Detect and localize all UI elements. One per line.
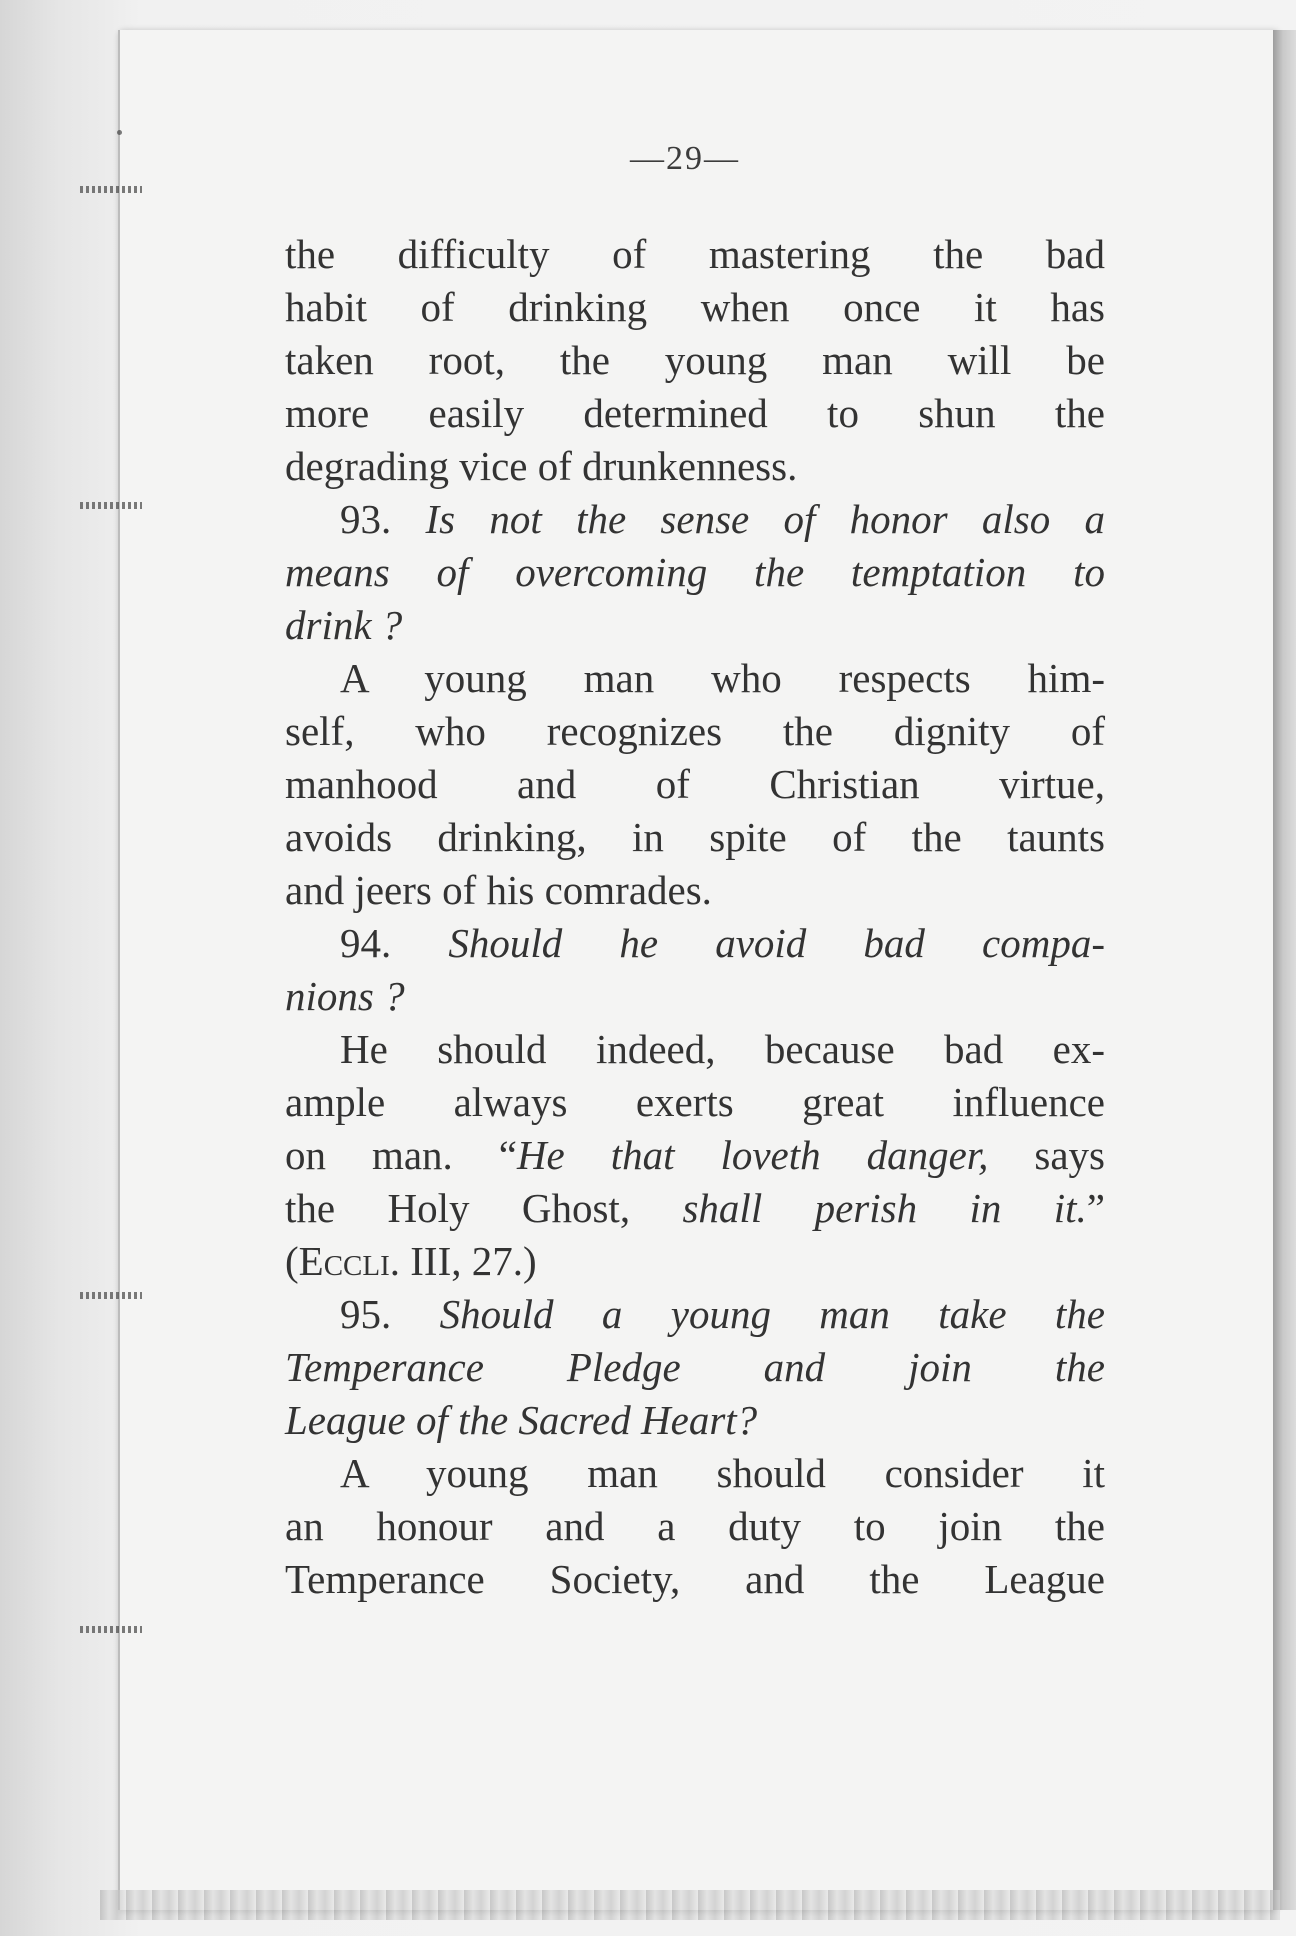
question-first-line bbox=[285, 917, 1105, 970]
question-first-line bbox=[285, 1288, 1105, 1341]
binding-mark bbox=[80, 1292, 142, 1299]
text-line: taken root, the young man will be bbox=[285, 337, 1105, 383]
question-text: Is not the sense of honor also a bbox=[425, 496, 1106, 542]
question-text: Should he avoid bad compa- bbox=[448, 920, 1106, 966]
scripture-quote: He that loveth danger, bbox=[516, 1132, 989, 1178]
answer-text-with-quote bbox=[285, 1129, 1105, 1182]
binding-mark-dot bbox=[117, 130, 122, 135]
binding-mark bbox=[80, 186, 142, 193]
citation-book: Eccli. bbox=[298, 1238, 401, 1284]
question-text: Temperance Pledge and join the bbox=[285, 1344, 1105, 1390]
text-line: more easily determined to shun the bbox=[285, 390, 1105, 436]
answer-text: self, who recognizes the dignity of bbox=[285, 708, 1105, 754]
answer-text: manhood and of Christian virtue, bbox=[285, 761, 1105, 807]
citation-reference: III, 27.) bbox=[400, 1238, 537, 1284]
question-number: 95. bbox=[340, 1291, 392, 1337]
page-number: —29— bbox=[630, 140, 740, 177]
answer-93 bbox=[285, 652, 1105, 917]
question-text: League of the Sacred Heart? bbox=[285, 1397, 758, 1443]
question-number: 93. bbox=[340, 496, 392, 542]
answer-text: A young man who respects him- bbox=[340, 655, 1105, 701]
question-95 bbox=[285, 1288, 1105, 1447]
answer-text-with-quote bbox=[285, 1182, 1105, 1235]
answer-text: A young man should consider it bbox=[340, 1450, 1105, 1496]
text-line: the difficulty of mastering the bad bbox=[285, 231, 1105, 277]
text-line: habit of drinking when once it has bbox=[285, 284, 1105, 330]
answer-94 bbox=[285, 1023, 1105, 1288]
page-text bbox=[285, 228, 1105, 1606]
question-number: 94. bbox=[340, 920, 392, 966]
answer-text: Temperance Society, and the League bbox=[285, 1556, 1105, 1602]
answer-text: He should indeed, because bad ex- bbox=[340, 1026, 1105, 1072]
page-edge-shadow bbox=[1273, 30, 1296, 1910]
citation-paren: ( bbox=[285, 1238, 299, 1284]
binding-mark bbox=[80, 502, 142, 509]
scripture-quote: shall perish in it. bbox=[682, 1185, 1087, 1231]
answer-text: an honour and a duty to join the bbox=[285, 1503, 1105, 1549]
torn-bottom-edge bbox=[100, 1890, 1280, 1920]
paragraph-continuation bbox=[285, 228, 1105, 493]
binding-mark bbox=[80, 1626, 142, 1633]
question-text: drink ? bbox=[285, 602, 403, 648]
answer-text: on man. “ bbox=[285, 1132, 517, 1178]
answer-text: and jeers of his comrades. bbox=[285, 867, 712, 913]
question-93 bbox=[285, 493, 1105, 652]
answer-text: avoids drinking, in spite of the taunts bbox=[285, 814, 1105, 860]
question-text: Should a young man take the bbox=[439, 1291, 1106, 1337]
question-text: means of overcoming the temptation to bbox=[285, 549, 1105, 595]
question-94 bbox=[285, 917, 1105, 1023]
closing-quote: ” bbox=[1086, 1185, 1105, 1231]
text-line: degrading vice of drunkenness. bbox=[285, 443, 798, 489]
question-text: nions ? bbox=[285, 973, 405, 1019]
answer-text: says bbox=[988, 1132, 1105, 1178]
scripture-citation bbox=[285, 1235, 1105, 1288]
answer-text: the Holy Ghost, bbox=[285, 1185, 683, 1231]
answer-95 bbox=[285, 1447, 1105, 1606]
question-first-line bbox=[285, 493, 1105, 546]
answer-text: ample always exerts great influence bbox=[285, 1079, 1105, 1125]
